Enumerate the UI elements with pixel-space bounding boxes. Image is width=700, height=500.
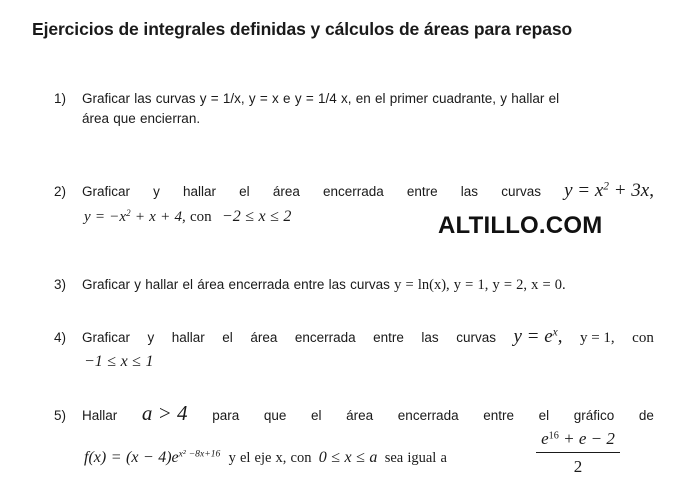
exercise-4-word: el	[222, 330, 233, 345]
exercise-5-function: $f(x) = (x - 4)e^{x^2 -8x+16}$	[84, 448, 221, 466]
exercise-2-line-2	[84, 208, 291, 226]
exercise-5-word: entre	[483, 408, 514, 423]
exercise-4-word: área	[250, 330, 278, 345]
exercise-4-curve-1: $y = e^x$,	[513, 326, 563, 347]
watermark: ALTILLO.COM	[438, 212, 603, 239]
exercise-3-line	[82, 277, 566, 294]
exercise-5-condition: 0 ≤ x ≤ a	[318, 449, 378, 466]
exercise-5-word: de	[638, 408, 654, 423]
exercise-4-number: 4)	[54, 330, 67, 345]
exercise-5-word: el	[311, 408, 322, 423]
exercise-5-word: que	[263, 408, 287, 423]
exercise-4-word: y	[147, 330, 155, 345]
fraction-denominator: 2	[573, 457, 583, 476]
page-title: Ejercicios de integrales definidas y cálculos de áreas para repaso	[32, 19, 573, 39]
exercise-2-word: hallar	[183, 184, 217, 199]
exercise-4-word: encerrada	[294, 330, 356, 345]
exercise-2-curve-2: $y = -x^2 + x + 4$	[84, 208, 182, 225]
exercise-1-line-1: Graficar las curvas y = 1/x, y = x e y = 1/4 x, en el primer cuadrante, y hallar el	[82, 91, 560, 106]
exercise-5-text-mid: y el eje x, con	[228, 450, 312, 466]
exercise-5-line-2	[84, 449, 447, 467]
exercise-2-word: área	[272, 184, 300, 199]
exercise-1-number: 1)	[54, 91, 67, 106]
exercise-5-word: área	[346, 408, 374, 423]
exercise-2-word: entre	[406, 184, 438, 199]
exercise-5-word: Hallar	[82, 408, 118, 423]
exercise-5-word: para	[212, 408, 240, 423]
exercise-2-word: encerrada	[322, 184, 384, 199]
exercise-2-curve-1: $y = x^2 + 3x$,	[564, 180, 654, 201]
exercise-5-line-1	[82, 401, 654, 426]
exercise-2-word: curvas	[501, 184, 541, 199]
fraction-numerator: $e^{16} + e - 2$	[541, 429, 615, 448]
exercise-4-condition: −1 ≤ x ≤ 1	[84, 353, 154, 370]
exercise-5-parameter: a > 4	[141, 401, 188, 425]
exercise-4-word: entre	[373, 330, 404, 345]
exercise-2-word: y	[153, 184, 160, 199]
fraction-bar	[536, 452, 620, 453]
exercise-2-condition: −2 ≤ x ≤ 2	[221, 208, 292, 225]
exercise-3-number: 3)	[54, 277, 67, 292]
exercise-2-number: 2)	[54, 184, 67, 199]
exercise-2-connector: , con	[181, 209, 212, 225]
exercise-4-curve-2: y = 1,	[579, 330, 615, 346]
exercise-5-word: el	[538, 408, 550, 423]
exercise-3-text: Graficar y hallar el área encerrada entre las curvas	[82, 277, 390, 292]
exercise-2-word: Graficar	[82, 184, 131, 199]
exercise-4-word: Graficar	[82, 330, 131, 345]
exercise-1-line-2: área que encierran.	[82, 111, 201, 126]
exercise-2-line-1	[82, 180, 654, 202]
exercise-5-fraction	[536, 428, 620, 478]
exercise-5-number: 5)	[54, 408, 67, 423]
exercise-5-text-end: sea igual a	[384, 450, 447, 466]
exercise-5-word: gráfico	[573, 408, 615, 423]
exercise-4-word: hallar	[171, 330, 205, 345]
exercise-3-curves: y = ln(x), y = 1, y = 2, x = 0.	[394, 277, 566, 293]
exercise-4-word: las	[421, 330, 439, 345]
exercise-2-word: las	[460, 184, 479, 199]
exercise-4-line-1	[82, 326, 654, 348]
exercise-2-word: el	[239, 184, 250, 199]
exercise-5-word: encerrada	[397, 408, 459, 423]
exercise-4-word: curvas	[456, 330, 496, 345]
exercise-4-connector: con	[632, 330, 654, 346]
